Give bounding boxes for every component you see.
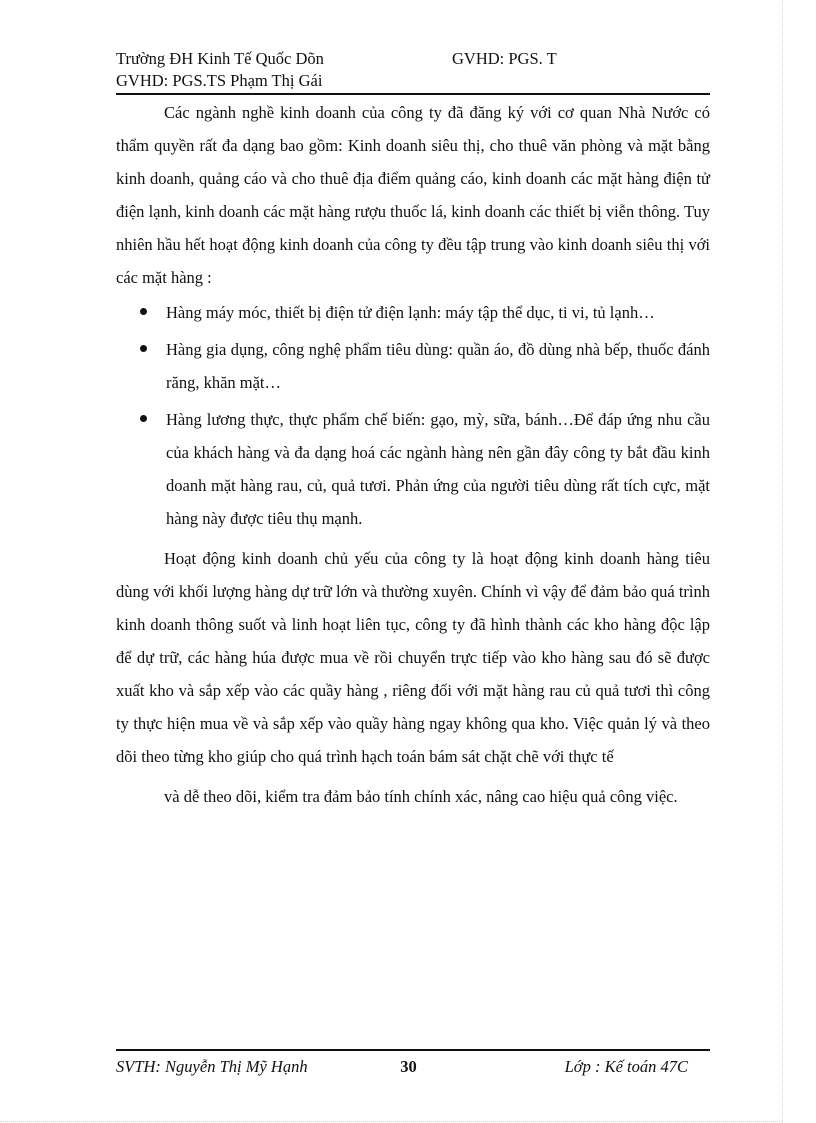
page-edge-bottom: [0, 1121, 782, 1122]
page-edge-right: [782, 0, 783, 1123]
bullet-icon: [140, 345, 147, 352]
closing-paragraph: và dễ theo dõi, kiểm tra đảm bảo tính chính xác, nâng cao hiệu quả công việc.: [164, 787, 678, 806]
intro-paragraph: Các ngành nghề kinh doanh của công ty đã đăng ký với cơ quan Nhà Nước có thẩm quyền rất đa dạng bao gồm: Kinh doanh siêu thị, cho thuê văn phòng và mặt bằng kinh doanh, quảng cáo và cho thuê địa điểm quảng cáo, kinh doanh các mặt hàng điện tử điện lạnh, kinh doanh các mặt hàng rượu thuốc lá, kinh doanh các thiết bị viễn thông. Tuy nhiên hầu hết hoạt động kinh doanh của công ty đều tập trung vào kinh doanh siêu thị với các mặt hàng :: [116, 103, 710, 287]
list-item-text: Hàng lương thực, thực phẩm chế biến: gạo, mỳ, sữa, bánh…Để đáp ứng nhu cầu của khách hàng và đa dạng hoá các ngành hàng nên gần đây công ty bắt đầu kinh doanh mặt hàng rau, củ, quả tươi. Phản ứng của người tiêu dùng rất tích cực, mặt hàng này được tiêu thụ mạnh.: [166, 410, 710, 528]
bullet-icon: [140, 308, 147, 315]
header-school: Trường ĐH Kinh Tế Quốc Dõn: [116, 49, 324, 68]
document-body: [116, 96, 710, 813]
list-item: [116, 296, 710, 329]
bullet-icon: [140, 415, 147, 422]
page-footer: [116, 1055, 710, 1079]
list-item-text: Hàng gia dụng, công nghệ phẩm tiêu dùng: quần áo, đồ dùng nhà bếp, thuốc đánh răng, khăn mặt…: [166, 340, 710, 392]
list-item: [116, 333, 710, 399]
list-item-text: Hàng máy móc, thiết bị điện tử điện lạnh: máy tập thể dục, ti vi, tủ lạnh…: [166, 303, 655, 322]
header-rule: [116, 93, 710, 95]
header-gvhd-full: GVHD: PGS.TS Phạm Thị Gái: [116, 71, 323, 90]
header-gvhd-short: GVHD: PGS. T: [452, 49, 557, 68]
footer-student: SVTH: Nguyễn Thị Mỹ Hạnh: [116, 1057, 308, 1076]
footer-rule: [116, 1049, 710, 1051]
product-list: [116, 296, 710, 535]
operations-paragraph: Hoạt động kinh doanh chủ yếu của công ty là hoạt động kinh doanh hàng tiêu dùng với khối lượng hàng dự trữ lớn và thường xuyên. Chính vì vậy để đảm bảo quá trình kinh doanh thông suốt và linh hoạt liên tục, công ty đã hình thành các kho hàng độc lập để dự trữ, các hàng húa được mua về rồi chuyển trực tiếp vào kho hàng sau đó sẽ được xuất kho và sắp xếp vào các quầy hàng , riêng đối với mặt hàng rau củ quả tươi thì công ty thực hiện mua về và sắp xếp vào quầy hàng ngay không qua kho. Việc quản lý và theo dõi theo từng kho giúp cho quá trình hạch toán bám sát chặt chẽ với thực tế: [116, 549, 710, 766]
page-number: 30: [400, 1057, 417, 1076]
list-item: [116, 403, 710, 535]
page-header: [116, 48, 710, 96]
footer-class: Lớp : Kế toán 47C: [564, 1057, 688, 1076]
